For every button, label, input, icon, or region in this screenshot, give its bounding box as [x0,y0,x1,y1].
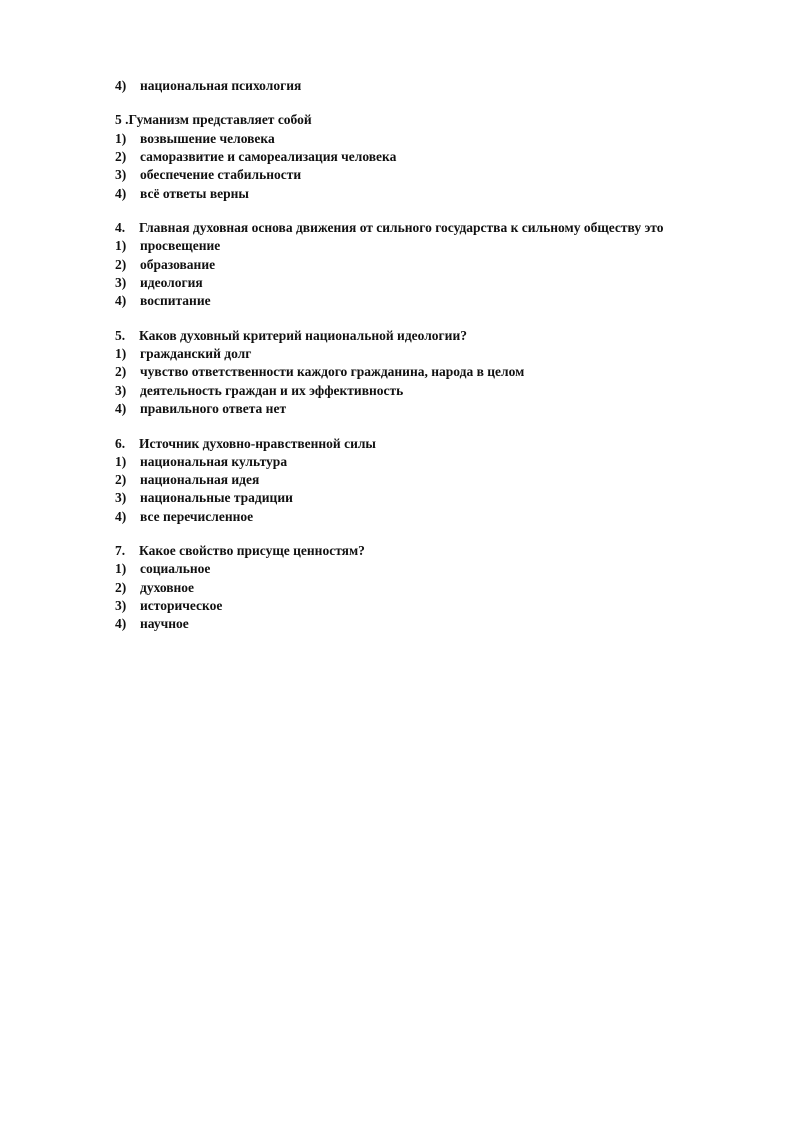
option-text: национальная психология [140,78,302,93]
question-block [115,542,775,633]
option-number: 1) [115,453,127,469]
question-block [115,435,775,526]
question-title [115,111,775,129]
option-text: чувство ответственности каждого гражданина, народа в целом [140,364,525,380]
option-text: национальная культура [140,453,288,469]
option-text: гражданский долг [140,346,252,362]
question-text: Главная духовная основа движения от сильного государства к сильному обществу это [139,220,664,236]
option-text: обеспечение стабильности [140,167,302,183]
option-text: научное [140,616,189,632]
option-text: возвышение человека [140,130,275,146]
question-number: 7. [115,543,126,559]
option-number: 1) [115,238,127,254]
option-text: историческое [140,598,223,614]
option-text: правильного ответа нет [140,401,287,417]
answer-option [115,560,775,578]
answer-option [115,166,775,184]
option-number: 3) [115,490,127,506]
answer-option [115,471,775,489]
answer-option [115,382,775,400]
question-number: 5 . [115,112,129,128]
option-number: 3) [115,598,127,614]
option-text: духовное [140,579,195,595]
question-text: Какое свойство присуще ценностям? [139,543,365,559]
option-number: 3) [115,382,127,398]
option-number: 4) [115,185,127,201]
option-text: саморазвитие и самореализация человека [140,149,397,165]
answer-option [115,130,775,148]
question-text: Каков духовный критерий национальной идеологии? [139,327,467,343]
option-number: 3) [115,167,127,183]
answer-option [115,292,775,310]
answer-option [115,274,775,292]
answer-option [115,148,775,166]
option-text: национальная идея [140,472,260,488]
question-block [115,219,775,310]
option-number: 4) [115,616,127,632]
option-number: 1) [115,346,127,362]
question-block [115,111,775,202]
question-text: Гуманизм представляет собой [128,112,312,128]
option-number: 2) [115,579,127,595]
option-text: социальное [140,561,211,577]
answer-option [115,597,775,615]
answer-option [115,615,775,633]
option-text: просвещение [140,238,221,254]
option-text: образование [140,256,216,272]
answer-option [115,579,775,597]
answer-option [115,345,775,363]
option-number: 1) [115,561,127,577]
question-text: Источник духовно-нравственной силы [139,435,376,451]
question-title [115,327,775,345]
answer-option [115,237,775,255]
question-number: 4. [115,220,126,236]
option-text: всё ответы верны [140,185,249,201]
option-number: 2) [115,149,127,165]
question-title [115,542,775,560]
question-title [115,435,775,453]
answer-option [115,453,775,471]
option-text: воспитание [140,293,211,309]
question-number: 5. [115,327,126,343]
option-number: 4) [115,293,127,309]
answer-option [115,508,775,526]
option-text: национальные традиции [140,490,293,506]
option-number: 2) [115,472,127,488]
question-block [115,327,775,418]
question-number: 6. [115,435,126,451]
list-item [115,77,775,95]
answer-option [115,256,775,274]
option-text: все перечисленное [140,508,254,524]
option-number: 2) [115,256,127,272]
option-number: 4) [115,508,127,524]
option-number: 2) [115,364,127,380]
question-title [115,219,775,237]
option-number: 1) [115,130,127,146]
option-text: деятельность граждан и их эффективность [140,382,404,398]
answer-option [115,185,775,203]
answer-option [115,400,775,418]
option-text: идеология [140,275,203,291]
option-number: 3) [115,275,127,291]
answer-option [115,489,775,507]
document-page [115,77,775,634]
option-number: 4) [115,401,127,417]
answer-option [115,363,775,381]
option-number: 4) [115,78,127,93]
